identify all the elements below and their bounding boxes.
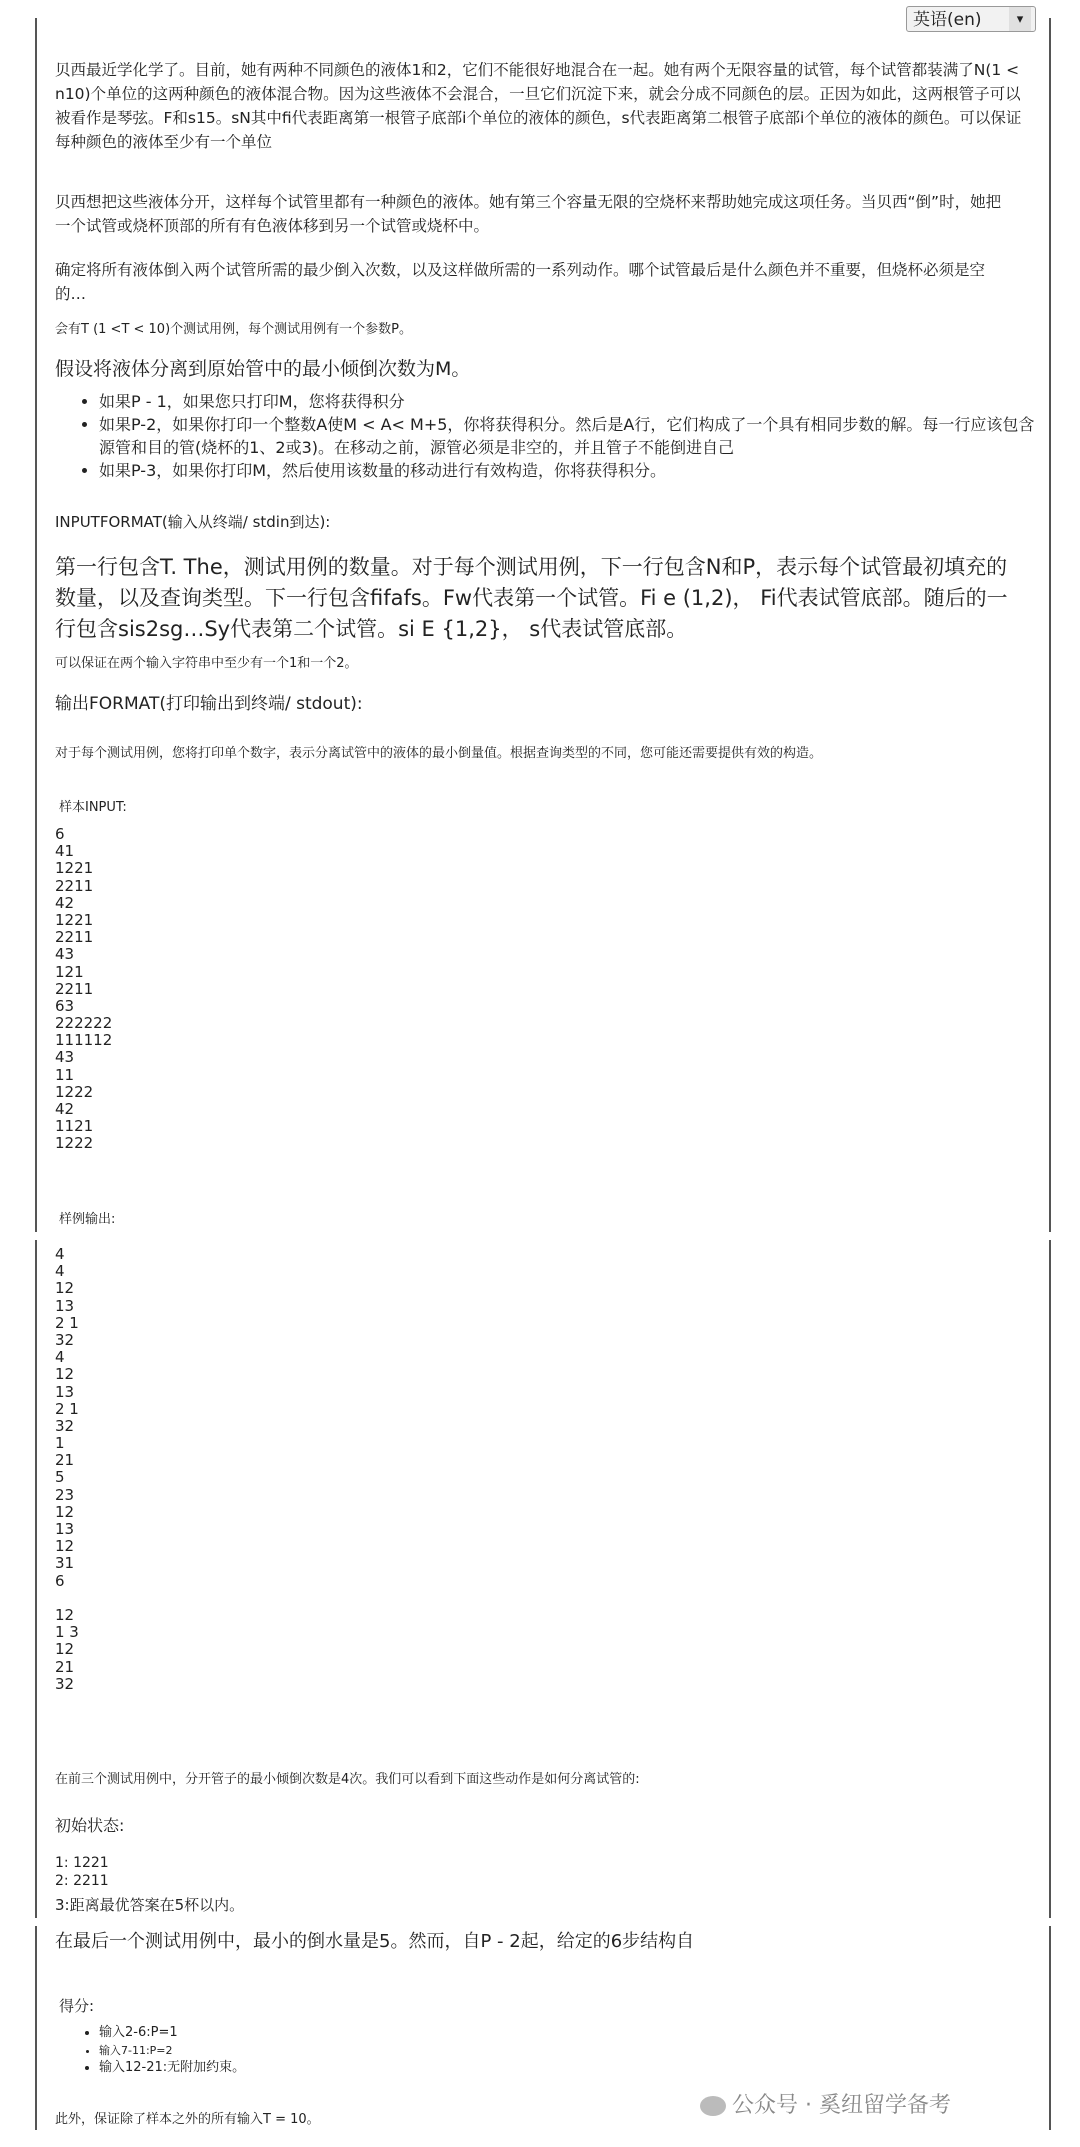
sample-input-title: 样本INPUT: <box>59 800 127 815</box>
list-item: • 如果P - 1，如果您只打印M，您将获得积分 <box>99 390 1049 413</box>
sample-line: 111112 <box>55 1031 113 1050</box>
intro-paragraph: 贝西最近学化学了。目前，她有两种不同颜色的液体1和2，它们不能很好地混合在一起。她有两个无限容量的试管，每个试管都装满了N(1 < n10)个单位的这两种颜色的液体混合物。因为这些液体不会混合，一旦它们沉淀下来，就会分成不同颜色的层。正因为如此，这两根管子可以被看作是琴弦。F和s15。sN其中fi代表距离第一根管子底部i个单位的液体的颜色，s代表距离第二根管子底部i个单位的液体的颜色。可以保证每种颜色的液体至少有一个单位 <box>55 61 1022 151</box>
page-gap <box>0 1232 1080 1240</box>
sample-line: 1221 <box>55 910 94 929</box>
sample-line: 222222 <box>55 1014 113 1033</box>
sample-line: 11 <box>55 1065 75 1084</box>
sample-line: 12 <box>55 1640 75 1659</box>
sample-line: 13 <box>55 1520 75 1538</box>
assumption-paragraph: 假设将液体分离到原始管中的最小倾倒次数为M。 <box>55 358 471 380</box>
sample-line: 42 <box>55 893 75 912</box>
list-item: • 输入12-21:无附加约束。 <box>99 2059 245 2077</box>
footer-note: 此外，保证除了样本之外的所有输入T = 10。 <box>55 2112 320 2127</box>
explanation: 在前三个测试用例中，分开管子的最小倾倒次数是4次。我们可以看到下面这些动作是如何分离试管的: <box>55 1772 640 1787</box>
list-item: • 输入7-11:P=2 <box>99 2042 245 2059</box>
sample-line: 43 <box>55 945 75 964</box>
sample-line: 2 1 <box>55 1399 79 1418</box>
state-line: 2: 2211 <box>55 1873 109 1889</box>
sample-line: 6 <box>55 825 65 843</box>
sample-line: 31 <box>55 1554 75 1573</box>
input-format-body: 第一行包含T. The，测试用例的数量。对于每个测试用例，下一行包含N和P，表示每个试管最初填充的数量，以及查询类型。下一行包含fifafs。Fw代表第一个试管。Fi e (1,2)， Fi代表试管底部。随后的一行包含sis2sg…Sy代表第二个试管。si E {1,2}， s代表试管底部。 <box>55 555 1008 641</box>
sample-line: 21 <box>55 1657 75 1676</box>
goal-paragraph: 贝西想把这些液体分开，这样每个试管里都有一种颜色的液体。她有第三个容量无限的空烧杯来帮助她完成这项任务。当贝西“倒”时，她把一个试管或烧杯顶部的所有有色液体移到另一个试管或烧杯中。 <box>55 193 1002 235</box>
list-item: • 如果P-2，如果你打印一个整数A使M < A< M+5，你将获得积分。然后是A行，它们构成了一个具有相同步数的解。每一行应该包含源管和目的管(烧杯的1、2或3)。在移动之前，源管必须是非空的，并且管子不能倒进自己 <box>99 413 1049 459</box>
sample-line: 42 <box>55 1100 75 1118</box>
initial-state-title: 初始状态: <box>55 1816 125 1835</box>
sample-output-block <box>55 1246 79 1693</box>
sample-line: 32 <box>55 1674 75 1693</box>
sample-line: 1 3 <box>55 1623 79 1642</box>
sample-line: 32 <box>55 1416 75 1435</box>
watermark <box>700 2088 951 2119</box>
output-format-title: 输出FORMAT(打印输出到终端/ stdout): <box>55 694 363 714</box>
state-line: 1: 1221 <box>55 1855 109 1871</box>
sample-line <box>55 1590 79 1607</box>
sample-line: 12 <box>55 1537 75 1556</box>
test-cases-note: 会有T (1 <T < 10)个测试用例，每个测试用例有一个参数P。 <box>55 322 412 337</box>
scoring-title: 得分: <box>59 1997 95 2015</box>
chevron-down-icon: ▾ <box>1009 7 1031 31</box>
sample-line: 4 <box>55 1245 65 1263</box>
output-format-body: 对于每个测试用例，您将打印单个数字，表示分离试管中的液体的最小倒量值。根据查询类型的不同，您可能还需要提供有效的构造。 <box>55 746 823 761</box>
sample-line: 1222 <box>55 1134 94 1153</box>
sample-line: 21 <box>55 1451 75 1470</box>
task-paragraph: 确定将所有液体倒入两个试管所需的最少倒入次数，以及这样做所需的一系列动作。哪个试管最后是什么颜色并不重要，但烧杯必须是空的… <box>55 261 986 303</box>
sample-line: 2 1 <box>55 1313 79 1332</box>
sample-line: 63 <box>55 996 75 1015</box>
sample-line: 12 <box>55 1279 75 1298</box>
sample-line: 1 <box>55 1434 65 1453</box>
input-format-title: INPUTFORMAT(输入从终端/ stdin到达): <box>55 513 331 531</box>
state-line: 3:距离最优答案在5杯以内。 <box>55 1896 245 1914</box>
sample-line: 12 <box>55 1502 75 1521</box>
sample-line: 32 <box>55 1330 75 1349</box>
last-case-paragraph: 在最后一个测试用例中，最小的倒水量是5。然而，自P - 2起，给定的6步结构自 <box>55 1931 695 1952</box>
query-type-list <box>55 390 1049 482</box>
sample-line: 1221 <box>55 859 94 878</box>
list-item: • 输入2-6:P=1 <box>99 2024 245 2042</box>
wechat-icon <box>700 2096 726 2116</box>
sample-line: 41 <box>55 842 75 861</box>
sample-input-block <box>55 826 112 1153</box>
sample-line: 43 <box>55 1048 75 1067</box>
sample-line: 2211 <box>55 876 94 895</box>
sample-line: 13 <box>55 1296 75 1315</box>
scoring-list <box>55 2024 245 2077</box>
list-item: • 如果P-3，如果你打印M，然后使用该数量的移动进行有效构造，你将获得积分。 <box>99 459 1049 482</box>
sample-line: 1222 <box>55 1082 94 1101</box>
page-gap <box>0 1918 1080 1926</box>
sample-line: 6 <box>55 1571 65 1590</box>
sample-line: 12 <box>55 1365 75 1384</box>
sample-line: 2211 <box>55 979 94 998</box>
input-guarantee: 可以保证在两个输入字符串中至少有一个1和一个2。 <box>55 656 358 671</box>
watermark-text: 公众号 · 奚纽留学备考 <box>732 2093 951 2118</box>
language-select[interactable] <box>906 6 1036 32</box>
sample-line: 5 <box>55 1468 65 1487</box>
sample-line: 12 <box>55 1605 75 1624</box>
sample-line: 4 <box>55 1348 65 1367</box>
sample-line: 4 <box>55 1262 65 1281</box>
sample-line: 23 <box>55 1485 75 1504</box>
sample-output-title: 样例输出: <box>59 1212 116 1227</box>
sample-line: 121 <box>55 962 84 981</box>
sample-line: 2211 <box>55 928 94 947</box>
sample-line: 13 <box>55 1382 75 1401</box>
language-label: 英语(en) <box>913 10 982 30</box>
sample-line: 1121 <box>55 1117 94 1136</box>
